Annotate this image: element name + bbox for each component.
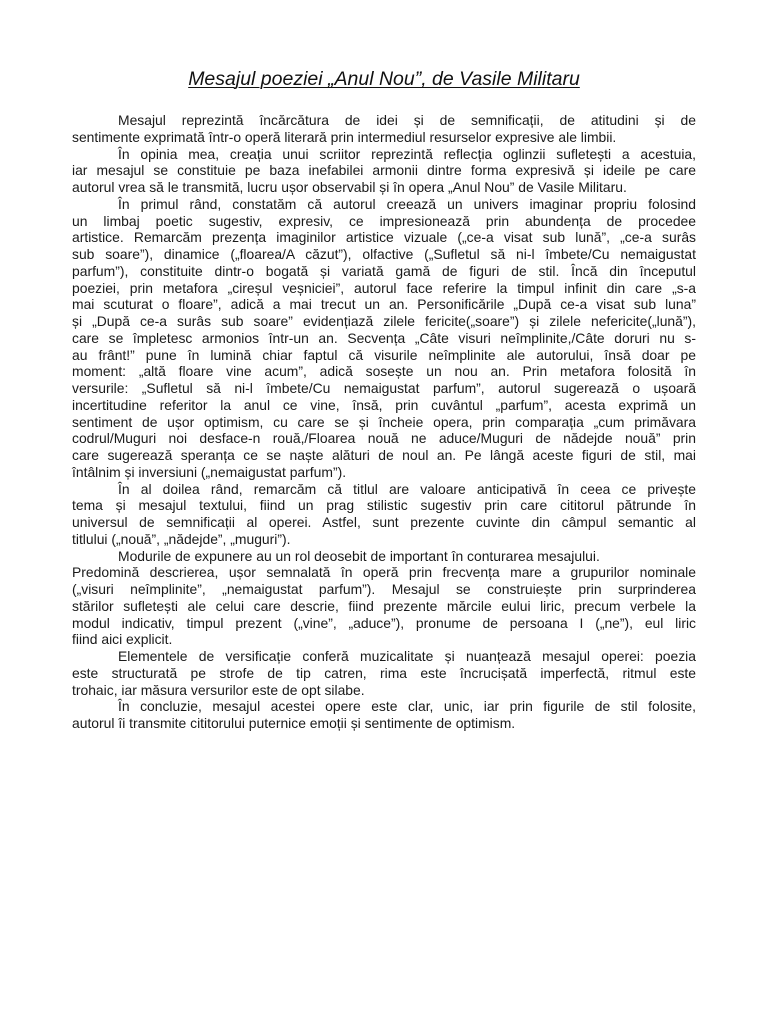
text-line: În concluzie, mesajul acestei opere este clar, unic, iar prin figurile de stil folosite, <box>118 698 696 715</box>
text-line: Predomină descrierea, ușor semnalată în operă prin frecvența mare a grupurilor nominale <box>72 564 696 581</box>
text-line: titlului („nouă”, „nădejde”, „muguri”). <box>72 530 291 547</box>
text-line: întâlnim și inversiuni („nemaigustat parfum”). <box>72 463 347 480</box>
text-line: un limbaj poetic sugestiv, expresiv, ce impresionează prin abundența de procedee <box>72 212 696 229</box>
text-line: („visuri neîmplinite”, „nemaigustat parfum”). Mesajul se construiește prin surprinderea <box>72 581 696 597</box>
text-line: În opinia mea, creația unui scriitor reprezintă reflecția oglinzii sufletești a acestuia, <box>118 145 696 162</box>
text-line: care sugerează speranța ce se naște alături de noul an. Pe lângă aceste figuri de stil, mai <box>72 447 696 463</box>
text-line: autorul vrea să le transmită, lucru ușor observabil și în opera „Anul Nou” de Vasile Militaru. <box>72 179 627 195</box>
text-line: și „După ce-a surâs sub soare” evidențiază zilele fericite(„soare”) și zilele nefericite(„lună”), <box>72 313 696 329</box>
text-line: iar mesajul se constituie pe baza inefabilei armonii dintre forma expresivă și ideile pe care <box>72 162 696 179</box>
text-line: Modurile de expunere au un rol deosebit de important în conturarea mesajului. <box>118 547 600 564</box>
text-line: modul indicativ, timpul prezent („vine”, „aduce”), pronume de persoana I („ne”), eul liric <box>72 614 696 631</box>
text-line: parfum”), constituite dintr-o bogată și variată gamă de figuri de stil. Încă din începutul <box>72 262 696 279</box>
text-line: mai scuturat o floare”, adică a mai trecut un an. Personificările „După ce-a visat sub luna” <box>72 296 696 313</box>
text-line: Elementele de versificație conferă muzicalitate și nuanțează mesajul operei: poezia <box>118 648 696 664</box>
text-line: incertitudine referitor la anul ce vine, însă, prin cuvântul „parfum”, acesta exprimă un <box>72 396 696 413</box>
text-line: stărilor sufletești ale celui care descrie, fiind prezente mărcile eului liric, precum verbele la <box>72 597 696 614</box>
text-line: versurile: „Sufletul să ni-l îmbete/Cu nemaigustat parfum”, autorul sugerează o ușoară <box>72 380 696 396</box>
text-line: au frânt!” pune în lumină chiar faptul că visurile neîmplinite ale autorului, însă doar pe <box>72 346 696 363</box>
document-title: Mesajul poeziei „Anul Nou”, de Vasile Militaru <box>188 68 580 90</box>
text-line: autorul îi transmite cititorului puternice emoții și sentimente de optimism. <box>72 715 516 731</box>
text-line: care se împletesc armonios într-un an. Secvența „Câte visuri neîmplinite,/Câte doruri nu s- <box>72 329 696 346</box>
text-line: moment: „altă floare vine acum”, adică sosește un nou an. Prin metafora folosită în <box>72 363 696 380</box>
text-line: tema și mesajul textului, fiind un prag stilistic sugestiv prin care cititorul pătrunde în <box>72 497 696 514</box>
document-body <box>72 112 696 732</box>
text-line: În primul rând, constatăm că autorul creează un univers imaginar propriu folosind <box>118 195 696 212</box>
text-line: sentimente exprimată într-o operă literară prin intermediul resurselor expresive ale limbii. <box>72 128 617 145</box>
text-line: sub soare”), dinamice („floarea/A căzut”), olfactive („Sufletul să ni-l îmbete/Cu nemaigustat <box>72 246 696 262</box>
text-line: este structurată pe strofe de tip catren, rima este încrucișată imperfectă, ritmul este <box>72 664 696 681</box>
text-line: fiind aici explicit. <box>72 631 173 648</box>
text-line: sentiment de ușor optimism, cu care se și încheie opera, prin comparația „cum primăvara <box>72 413 696 430</box>
text-line: poeziei, prin metafora „cireșul veșniciei”, autorul face referire la timpul infinit din care „s-a <box>72 279 696 296</box>
text-line: trohaic, iar măsura versurilor este de opt silabe. <box>72 681 365 698</box>
text-line: artistice. Remarcăm prezența imaginilor artistice vizuale („ce-a visat sub lună”, „ce-a surâs <box>72 229 696 246</box>
text-line: codrul/Muguri noi desface-n rouă,/Floarea nouă ne aduce/Muguri de nădejde nouă” prin <box>72 430 696 447</box>
text-line: Mesajul reprezintă încărcătura de idei și de semnificații, de atitudini și de <box>118 112 696 128</box>
text-line: În al doilea rând, remarcăm că titlul are valoare anticipativă în ceea ce privește <box>118 480 696 497</box>
text-line: universul de semnificații al operei. Astfel, sunt prezente cuvinte din câmpul semantic al <box>72 514 696 530</box>
